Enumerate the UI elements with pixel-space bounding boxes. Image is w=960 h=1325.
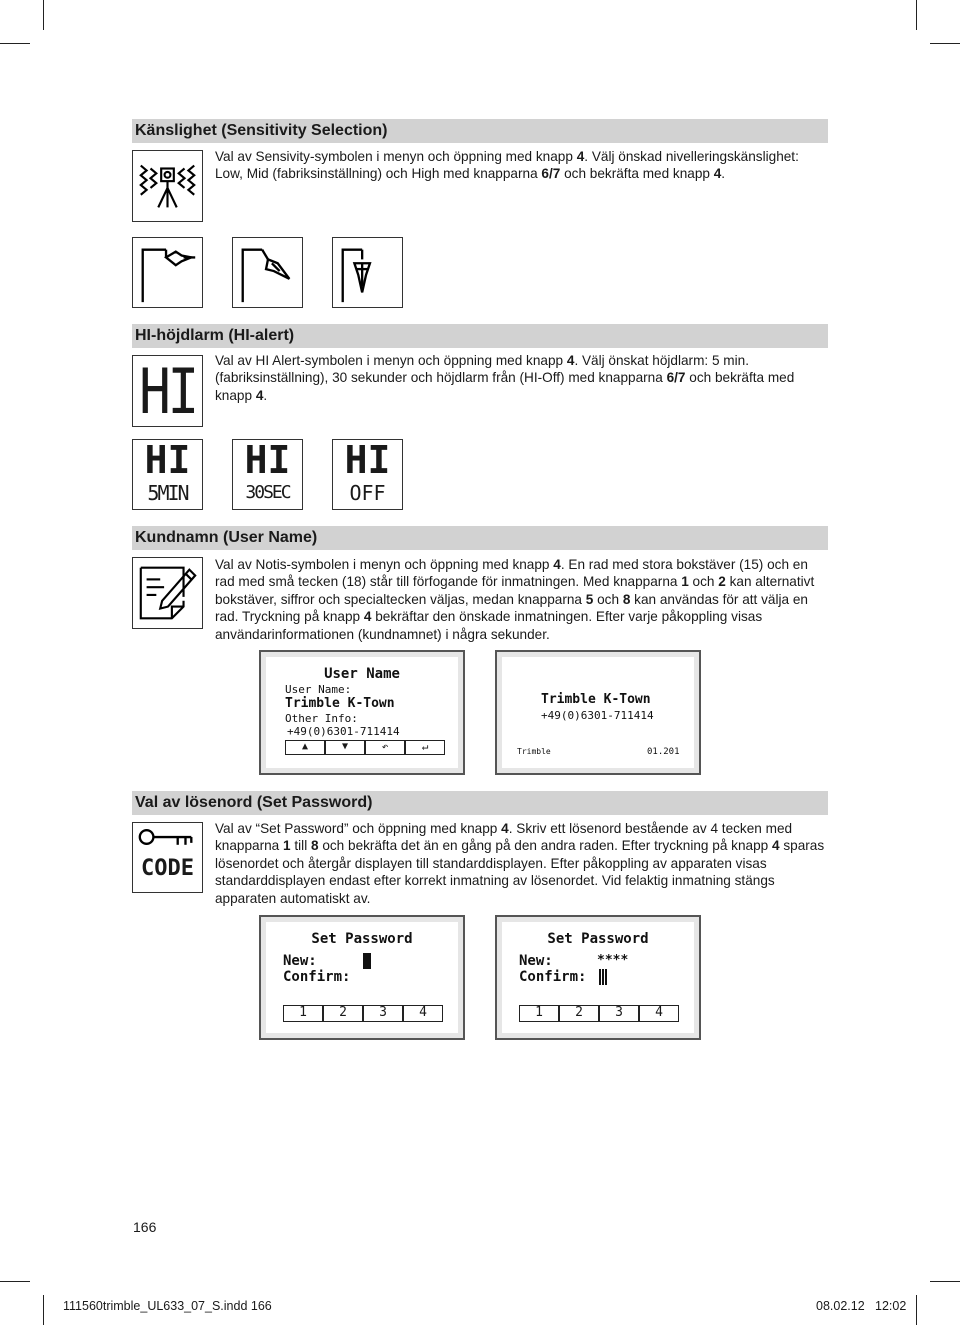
code-key-icon	[132, 822, 203, 893]
hi-30sec-icon	[232, 439, 303, 510]
section-heading-sensitivity: Känslighet (Sensitivity Selection)	[132, 119, 828, 143]
user-name-display: Trimble K-Town	[541, 692, 651, 707]
sensitivity-paragraph: Val av Sensivity-symbolen i menyn och öppning med knapp 4. Välj önskad nivelleringskänslighet: Low, Mid (fabriksinställning) och High med knapparna 6/7 och bekräfta med knapp 4.	[215, 149, 799, 182]
key-2[interactable]: 2	[559, 1005, 599, 1022]
crop-mark	[0, 1281, 30, 1282]
other-info-value[interactable]: +49(0)6301-711414	[287, 725, 400, 738]
set-password-paragraph: Val av “Set Password” och öppning med knapp 4. Skriv ett lösenord bestående av 4 tecken med knapparna 1 till 8 och bekräfta det än en gång på den andra raden. Efter tryckning på knapp 4 sparas lösenordet och återgår displayen till standarddisplayen. Efter påkoppling av apparaten visas standarddisplayen endast efter korrekt inmatning av lösenordet. Vid felaktig inmatning stängs apparaten automatiskt av.	[215, 821, 825, 906]
footer-time: 12:02	[875, 1299, 907, 1313]
hi-off-icon	[332, 439, 403, 510]
key-4[interactable]: 4	[639, 1005, 679, 1022]
notes-icon	[132, 557, 203, 629]
undo-key[interactable]: ↶	[365, 740, 405, 755]
hi-5min-label: 5MIN	[147, 481, 188, 505]
firmware-version: 01.201	[647, 747, 680, 757]
footer-file-info: 111560trimble_UL633_07_S.indd 166	[63, 1299, 272, 1313]
crop-mark	[0, 43, 30, 44]
hi-alert-icon	[132, 355, 203, 427]
hi-5min-icon	[132, 439, 203, 510]
set-password-screen-entered	[495, 915, 701, 1040]
user-info-display-screen	[495, 650, 701, 775]
user-name-paragraph: Val av Notis-symbolen i menyn och öppning med knapp 4. En rad med stora bokstäver (15) och en rad med små tecken (18) står till förfogande för inmatningen. Med knapparna 1 och 2 kan alternativt bokstäver, siffror och specialtecken väljas, medan knapparna 5 och 8 kan användas för att välja en rad. Tryckning på knapp 4 bekräftar den önskade inmatningen. Efter varje påkoppling visas användarinformationen (kundnamnet) i några sekunder.	[215, 557, 815, 642]
user-name-label: User Name:	[285, 683, 352, 696]
hi-off-label: OFF	[349, 481, 386, 505]
new-password-label: New:	[283, 953, 317, 969]
hi-icon-text: HI	[139, 355, 196, 428]
new-password-value[interactable]: ****	[597, 953, 629, 968]
crop-mark	[930, 1281, 960, 1282]
code-label: CODE	[141, 856, 194, 881]
crop-mark	[916, 1295, 917, 1325]
footer-date: 08.02.12	[816, 1299, 865, 1313]
new-password-label: New:	[519, 953, 553, 969]
section-heading-user-name: Kundnamn (User Name)	[132, 526, 828, 550]
sensitivity-high-icon	[332, 237, 403, 308]
key-4[interactable]: 4	[403, 1005, 443, 1022]
crop-mark	[930, 43, 960, 44]
screen-title: Set Password	[547, 931, 649, 947]
hi-label: HI	[344, 438, 391, 482]
confirm-password-label: Confirm:	[283, 969, 351, 985]
screen-title: User Name	[324, 666, 400, 682]
cursor-block	[599, 969, 607, 985]
section-heading-hi-alert: HI-höjdlarm (HI-alert)	[132, 324, 828, 348]
up-arrow-key[interactable]: ▲	[285, 740, 325, 755]
crop-mark	[43, 0, 44, 30]
key-2[interactable]: 2	[323, 1005, 363, 1022]
hi-alert-paragraph: Val av HI Alert-symbolen i menyn och öppning med knapp 4. Välj önskat höjdlarm: 5 min. (fabriksinställning), 30 sekunder och höjdlarm från (HI-Off) med knapparna 6/7 och bekräfta med knapp 4.	[215, 353, 795, 403]
cursor-block	[363, 953, 371, 969]
enter-key[interactable]: ↵	[405, 740, 445, 755]
section-heading-set-password: Val av lösenord (Set Password)	[132, 791, 828, 815]
crop-mark	[916, 0, 917, 30]
sensitivity-mid-icon	[232, 237, 303, 308]
brand-label: Trimble	[517, 747, 551, 756]
screen-title: Set Password	[311, 931, 413, 947]
hi-30sec-label: 30SEC	[245, 482, 290, 503]
sensitivity-icon	[132, 150, 203, 222]
key-1[interactable]: 1	[283, 1005, 323, 1022]
crop-mark	[43, 1295, 44, 1325]
hi-label: HI	[244, 438, 291, 482]
confirm-password-label: Confirm:	[519, 969, 587, 985]
other-info-display: +49(0)6301-711414	[541, 709, 654, 722]
key-1[interactable]: 1	[519, 1005, 559, 1022]
user-name-editor-screen	[259, 650, 465, 775]
other-info-label: Other Info:	[285, 712, 358, 725]
hi-label: HI	[144, 438, 191, 482]
user-name-value[interactable]: Trimble K-Town	[285, 696, 395, 711]
set-password-screen-empty	[259, 915, 465, 1040]
sensitivity-low-icon	[132, 237, 203, 308]
key-3[interactable]: 3	[599, 1005, 639, 1022]
down-arrow-key[interactable]: ▼	[325, 740, 365, 755]
key-3[interactable]: 3	[363, 1005, 403, 1022]
page-number: 166	[133, 1219, 157, 1235]
